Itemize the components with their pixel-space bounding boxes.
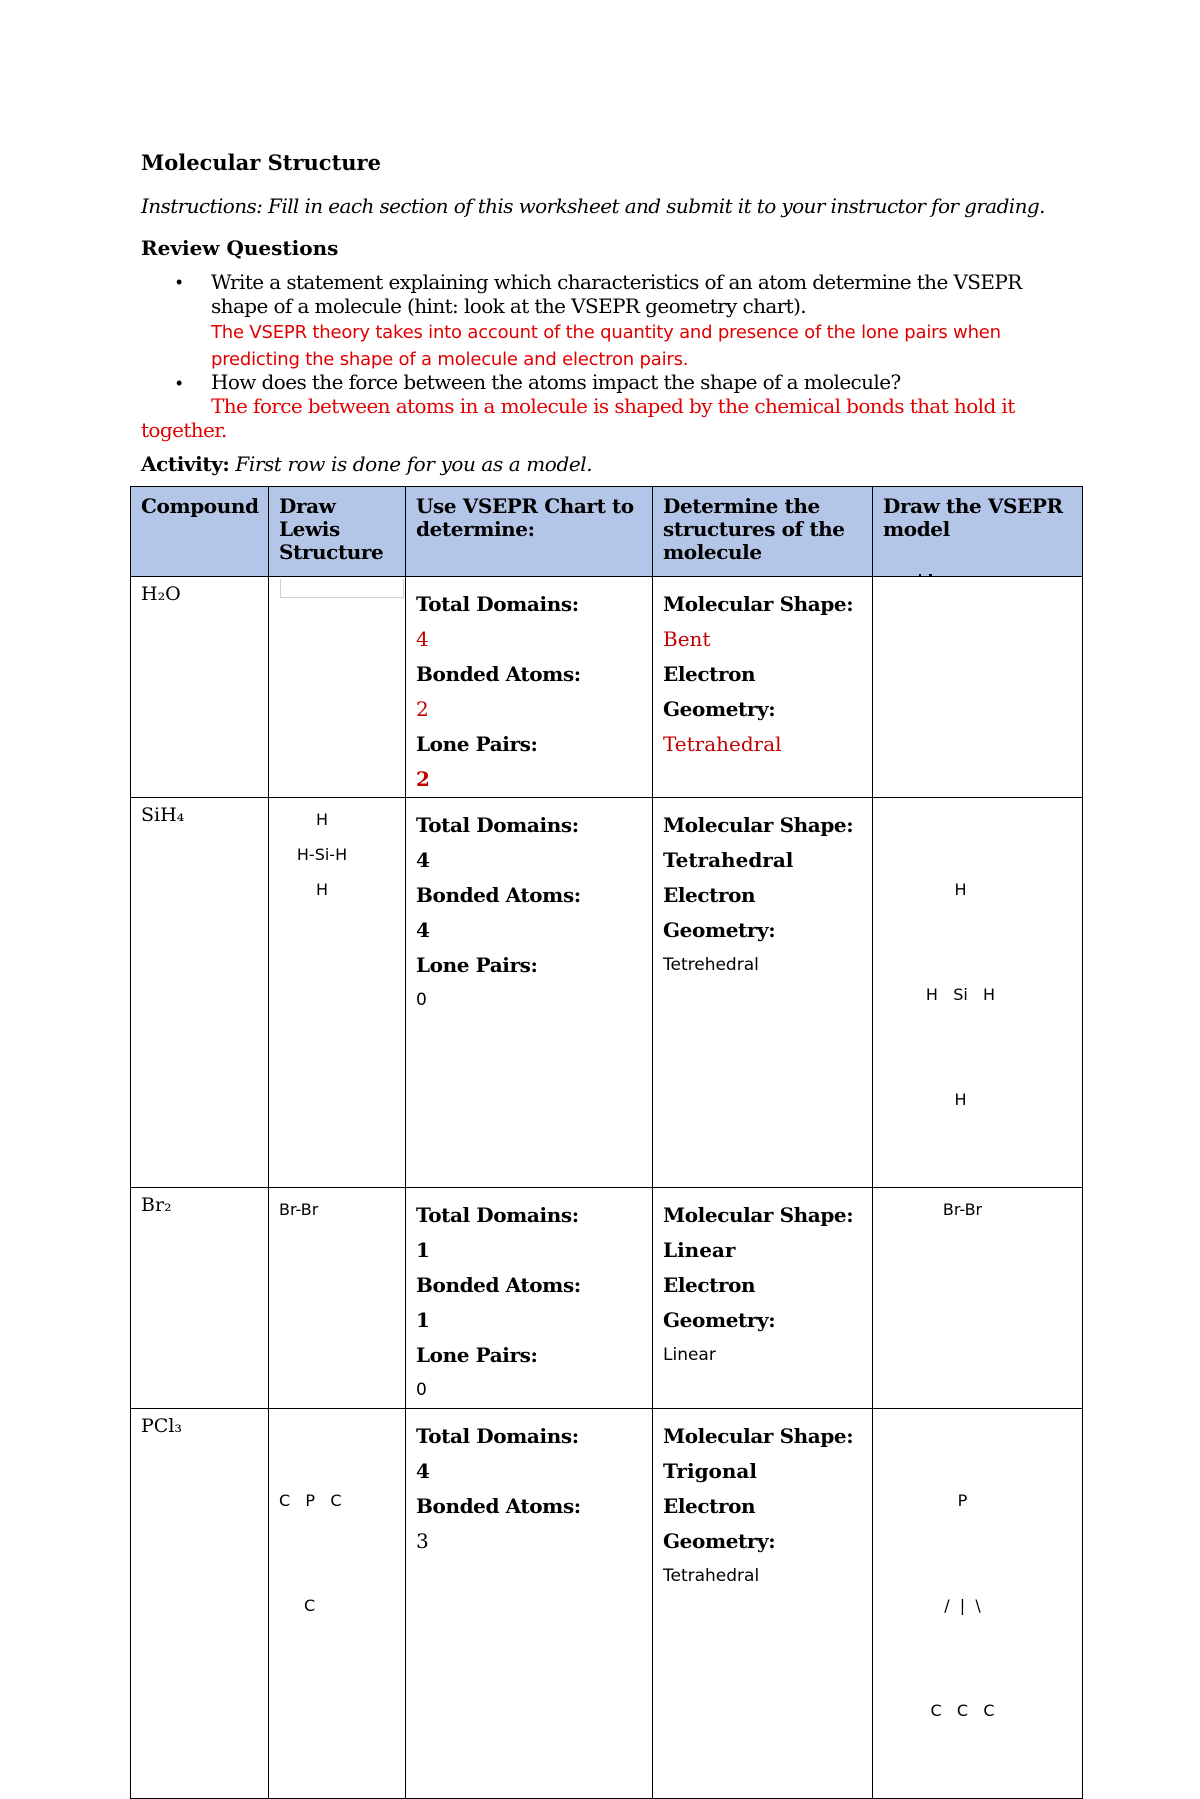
total-domains-value: 4 xyxy=(416,627,429,651)
bonded-atoms-label: Bonded Atoms: xyxy=(416,883,581,907)
lewis-line: Br-Br xyxy=(279,1200,319,1219)
image-fragment-mark xyxy=(929,574,932,577)
compound-cell: PCl₃ xyxy=(141,1415,183,1437)
page-title: Molecular Structure xyxy=(141,150,381,175)
question-2-line-1: How does the force between the atoms impact the shape of a molecule? xyxy=(211,370,901,394)
model-line: H xyxy=(954,1090,967,1109)
electron-geometry-value: Tetrehedral xyxy=(663,955,759,975)
bonded-atoms-value: 3 xyxy=(416,1529,429,1553)
electron-label: Electron xyxy=(663,883,756,907)
answer-1-line-2: predicting the shape of a molecule and electron pairs. xyxy=(211,349,689,370)
molecular-shape-label: Molecular Shape: xyxy=(663,1203,854,1227)
bonded-atoms-value: 2 xyxy=(416,697,429,721)
model-line: Br-Br xyxy=(942,1200,983,1219)
lewis-cell xyxy=(269,577,406,798)
table-row xyxy=(131,1409,1083,1799)
activity-line xyxy=(141,452,592,476)
header-vsepr-chart: Use VSEPR Chart to determine: xyxy=(406,487,653,577)
electron-label: Electron xyxy=(663,1494,756,1518)
total-domains-value: 4 xyxy=(416,1459,430,1483)
total-domains-value: 1 xyxy=(416,1238,430,1262)
table-row xyxy=(131,798,1083,1188)
review-questions-heading: Review Questions xyxy=(141,236,339,260)
table-row xyxy=(131,1188,1083,1409)
lewis-line: H xyxy=(315,880,329,899)
answer-2-line-1: The force between atoms in a molecule is shaped by the chemical bonds that hold it xyxy=(211,394,1015,418)
electron-geometry-value: Tetrahedral xyxy=(663,1566,760,1586)
total-domains-label: Total Domains: xyxy=(416,592,579,616)
vsepr-table xyxy=(130,486,1083,1799)
bonded-atoms-value: 1 xyxy=(416,1308,430,1332)
question-1-line-1: Write a statement explaining which characteristics of an atom determine the VSEPR xyxy=(211,270,1022,294)
bonded-atoms-value: 4 xyxy=(416,918,430,942)
bullet-1: • xyxy=(176,272,183,292)
lewis-image-placeholder xyxy=(280,579,404,598)
header-structures: Determine the structures of the molecule xyxy=(653,487,873,577)
model-line: P xyxy=(957,1491,968,1510)
image-fragment-mark xyxy=(919,574,921,577)
model-line: H xyxy=(954,880,967,899)
lewis-line: C xyxy=(304,1596,316,1615)
activity-text: First row is done for you as a model. xyxy=(235,452,593,476)
lewis-line: H xyxy=(315,810,329,829)
electron-label: Electron xyxy=(663,1273,756,1297)
electron-label: Electron xyxy=(663,662,756,686)
molecular-shape-label: Molecular Shape: xyxy=(663,813,854,837)
lone-pairs-value: 0 xyxy=(416,990,427,1010)
lone-pairs-label: Lone Pairs: xyxy=(416,953,538,977)
geometry-label: Geometry: xyxy=(663,1529,776,1553)
molecular-shape-value: Trigonal xyxy=(663,1459,757,1483)
model-line: / | \ xyxy=(944,1596,981,1615)
electron-geometry-value: Linear xyxy=(663,1345,716,1365)
geometry-label: Geometry: xyxy=(663,1308,776,1332)
lone-pairs-value: 0 xyxy=(416,1380,427,1400)
compound-cell: Br₂ xyxy=(141,1194,172,1216)
bonded-atoms-label: Bonded Atoms: xyxy=(416,662,581,686)
activity-label: Activity: xyxy=(141,452,230,476)
answer-2-line-2: together. xyxy=(141,418,227,442)
total-domains-value: 4 xyxy=(416,848,430,872)
question-1-line-2: shape of a molecule (hint: look at the VSEPR geometry chart). xyxy=(211,294,807,318)
model-cell xyxy=(873,577,1083,798)
lone-pairs-value: 2 xyxy=(416,767,430,791)
bullet-2: • xyxy=(176,373,183,393)
model-line: C C C xyxy=(930,1701,995,1720)
molecular-shape-label: Molecular Shape: xyxy=(663,1424,854,1448)
molecular-shape-value: Bent xyxy=(663,627,711,651)
header-lewis: Draw Lewis Structure xyxy=(269,487,406,577)
compound-cell: SiH₄ xyxy=(141,804,185,826)
lone-pairs-label: Lone Pairs: xyxy=(416,1343,538,1367)
table-row xyxy=(131,577,1083,798)
geometry-label: Geometry: xyxy=(663,697,776,721)
lone-pairs-label: Lone Pairs: xyxy=(416,732,538,756)
header-compound: Compound xyxy=(131,487,269,577)
total-domains-label: Total Domains: xyxy=(416,1203,579,1227)
table-header-row xyxy=(131,487,1083,577)
compound-cell: H₂O xyxy=(141,583,181,605)
molecular-shape-value: Tetrahedral xyxy=(663,848,794,872)
electron-geometry-value: Tetrahedral xyxy=(663,732,782,756)
total-domains-label: Total Domains: xyxy=(416,813,579,837)
molecular-shape-label: Molecular Shape: xyxy=(663,592,854,616)
geometry-label: Geometry: xyxy=(663,918,776,942)
header-vsepr-model: Draw the VSEPR model xyxy=(873,487,1083,577)
answer-1-line-1: The VSEPR theory takes into account of the quantity and presence of the lone pairs when xyxy=(211,322,1001,343)
total-domains-label: Total Domains: xyxy=(416,1424,579,1448)
molecular-shape-value: Linear xyxy=(663,1238,736,1262)
bonded-atoms-label: Bonded Atoms: xyxy=(416,1494,581,1518)
instructions-text: Instructions: Fill in each section of this worksheet and submit it to your instructor for grading. xyxy=(141,194,1045,218)
lewis-line: H-Si-H xyxy=(296,845,348,864)
lewis-line: C P C xyxy=(279,1491,342,1510)
bonded-atoms-label: Bonded Atoms: xyxy=(416,1273,581,1297)
model-line: H Si H xyxy=(925,985,996,1004)
